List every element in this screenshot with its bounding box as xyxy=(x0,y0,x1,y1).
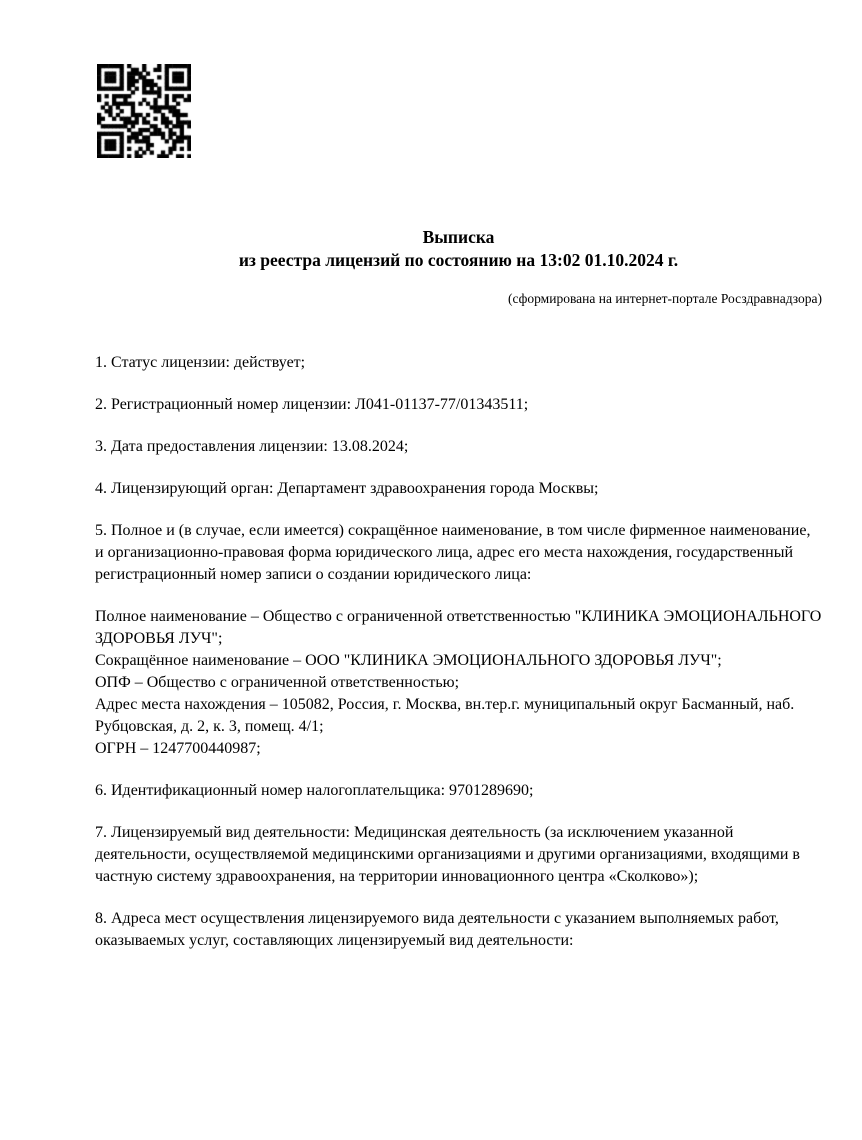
document-body xyxy=(95,352,822,972)
paragraph-licensed-activity: 7. Лицензируемый вид деятельности: Медицинская деятельность (за исключением указанной деятельности, осуществляемой медицинскими организациями и другими организациями, входящими в частную систему здравоохранения, на территории инновационного центра «Сколково»); xyxy=(95,824,800,885)
entity-address: Адрес места нахождения – 105082, Россия, г. Москва, вн.тер.г. муниципальный округ Басманный, наб. Рубцовская, д. 2, к. 3, помещ. 4/1; xyxy=(95,696,795,735)
entity-legal-form: ОПФ – Общество с ограниченной ответственностью; xyxy=(95,674,460,691)
paragraph-taxpayer-number: 6. Идентификационный номер налогоплательщика: 9701289690; xyxy=(95,782,534,799)
paragraph-grant-date: 3. Дата предоставления лицензии: 13.08.2024; xyxy=(95,438,409,455)
entity-ogrn: ОГРН – 1247700440987; xyxy=(95,740,261,757)
qr-code-icon xyxy=(97,64,191,158)
document-title xyxy=(95,226,822,272)
paragraph-entity-naming-intro: 5. Полное и (в случае, если имеется) сокращённое наименование, в том числе фирменное наименование, и организационно-правовая форма юридического лица, адрес его места нахождения, государственный регистрационный номер записи о создании юридического лица: xyxy=(95,522,811,583)
entity-short-name: Сокращённое наименование – ООО "КЛИНИКА ЭМОЦИОНАЛЬНОГО ЗДОРОВЬЯ ЛУЧ"; xyxy=(95,652,722,669)
title-line-2: из реестра лицензий по состоянию на 13:02 01.10.2024 г. xyxy=(238,250,679,270)
paragraph-licensing-authority: 4. Лицензирующий орган: Департамент здравоохранения города Москвы; xyxy=(95,480,599,497)
entity-details xyxy=(95,606,822,760)
paragraph-activity-addresses-intro: 8. Адреса мест осуществления лицензируемого вида деятельности с указанием выполняемых работ, оказываемых услуг, составляющих лицензируемый вид деятельности: xyxy=(95,910,779,949)
paragraph-license-status: 1. Статус лицензии: действует; xyxy=(95,354,306,371)
entity-full-name: Полное наименование – Общество с ограниченной ответственностью "КЛИНИКА ЭМОЦИОНАЛЬНОГО ЗДОРОВЬЯ ЛУЧ"; xyxy=(95,608,822,647)
title-line-1: Выписка xyxy=(422,227,495,247)
paragraph-registration-number: 2. Регистрационный номер лицензии: Л041-01137-77/01343511; xyxy=(95,396,529,413)
formation-note: (сформирована на интернет-портале Росздравнадзора) xyxy=(507,291,822,306)
